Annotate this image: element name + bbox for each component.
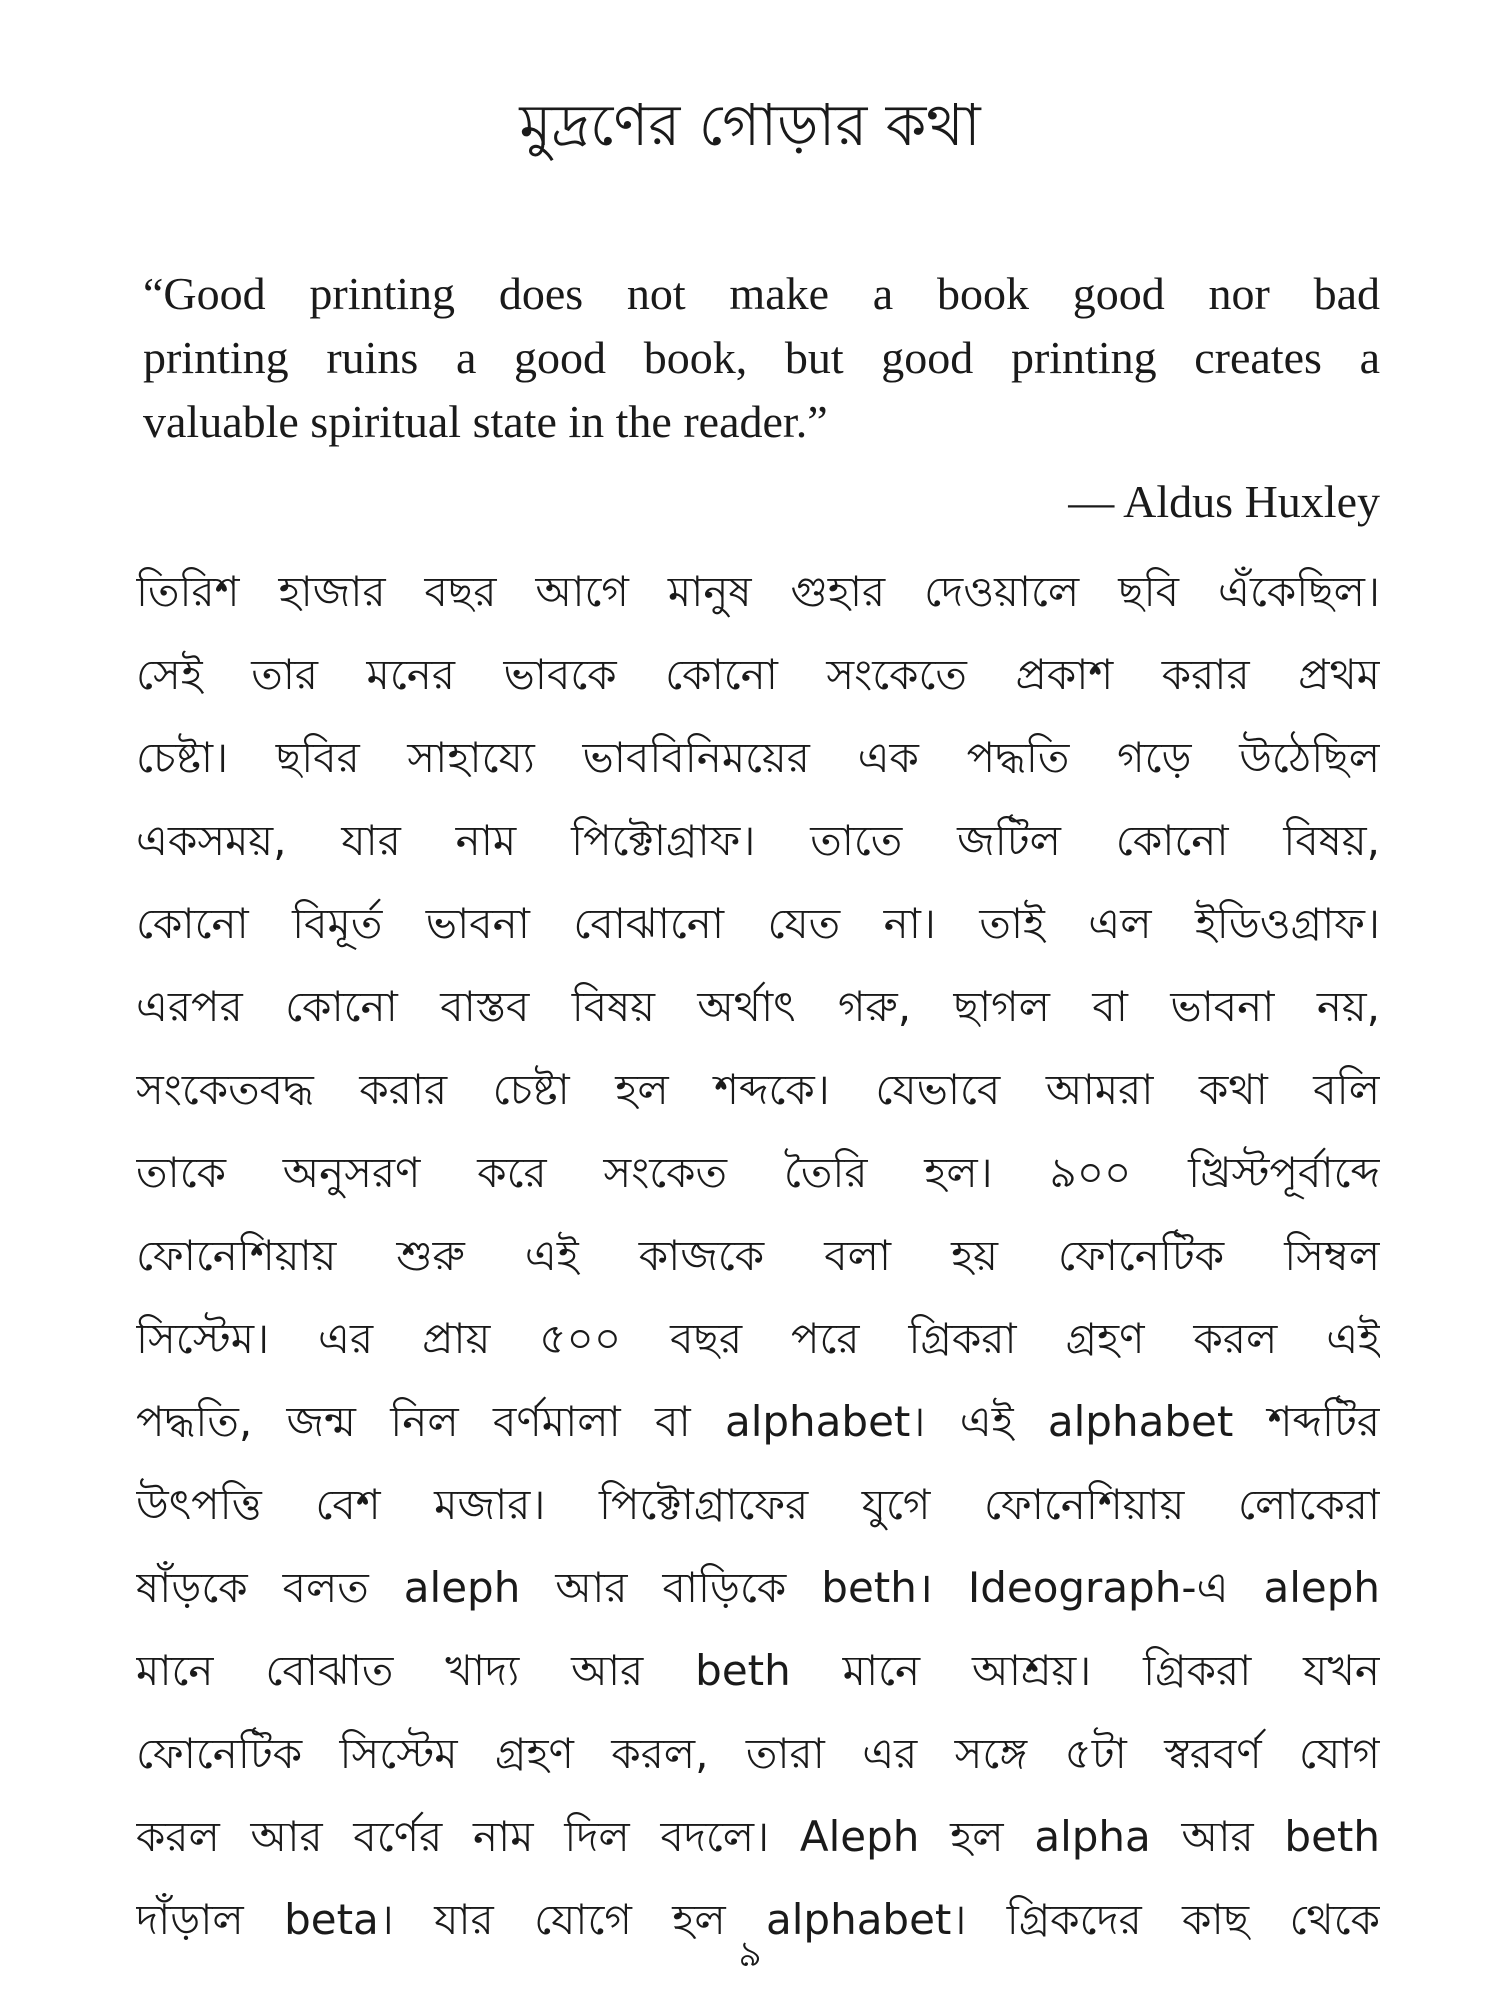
body-line: সেই তার মনের ভাবকে কোনো সংকেতে প্রকাশ করার প্রথম [136, 650, 1380, 699]
epigraph-line: printing ruins a good book, but good printing creates a [143, 332, 1380, 383]
body-line: এরপর কোনো বাস্তব বিষয় অর্থাৎ গরু, ছাগল বা ভাবনা নয়, [136, 982, 1380, 1031]
body-line: করল আর বর্ণের নাম দিল বদলে। Aleph হল alpha আর beth [136, 1812, 1380, 1861]
body-line: একসময়, যার নাম পিক্টোগ্রাফ। তাতে জটিল কোনো বিষয়, [136, 816, 1380, 865]
body-line: তাকে অনুসরণ করে সংকেত তৈরি হল। ৯০০ খ্রিস্টপূর্বাব্দে [136, 1148, 1380, 1197]
epigraph-attribution: — Aldus Huxley [1068, 476, 1380, 527]
body-line: কোনো বিমূর্ত ভাবনা বোঝানো যেত না। তাই এল ইডিওগ্রাফ। [136, 899, 1380, 948]
body-paragraph [136, 550, 1380, 1961]
page-number: ৯ [738, 1934, 762, 1975]
body-line: চেষ্টা। ছবির সাহায্যে ভাববিনিময়ের এক পদ্ধতি গড়ে উঠেছিল [136, 733, 1380, 782]
body-line: দাঁড়াল beta। যার যোগে হল alphabet। গ্রিকদের কাছ থেকে [136, 1895, 1380, 1944]
epigraph-quote [143, 262, 1380, 454]
body-line: সংকেতবদ্ধ করার চেষ্টা হল শব্দকে। যেভাবে আমরা কথা বলি [136, 1065, 1380, 1114]
body-line: উৎপত্তি বেশ মজার। পিক্টোগ্রাফের যুগে ফোনেশিয়ায় লোকেরা [136, 1480, 1380, 1529]
epigraph-line: “Good printing does not make a book good nor bad [143, 268, 1380, 319]
body-line: সিস্টেম। এর প্রায় ৫০০ বছর পরে গ্রিকরা গ্রহণ করল এই [136, 1314, 1380, 1363]
body-line: ফোনেটিক সিস্টেম গ্রহণ করল, তারা এর সঙ্গে ৫টা স্বরবর্ণ যোগ [136, 1729, 1380, 1778]
body-line: তিরিশ হাজার বছর আগে মানুষ গুহার দেওয়ালে ছবি এঁকেছিল। [136, 567, 1380, 616]
chapter-title: মুদ্রণের গোড়ার কথা [519, 91, 981, 159]
body-line: ষাঁড়কে বলত aleph আর বাড়িকে beth। Ideograph-এ aleph [136, 1563, 1380, 1612]
body-line: ফোনেশিয়ায় শুরু এই কাজকে বলা হয় ফোনেটিক সিম্বল [136, 1231, 1380, 1280]
body-line: মানে বোঝাত খাদ্য আর beth মানে আশ্রয়। গ্রিকরা যখন [136, 1646, 1380, 1695]
epigraph-line: valuable spiritual state in the reader.” [143, 396, 828, 447]
body-line: পদ্ধতি, জন্ম নিল বর্ণমালা বা alphabet। এই alphabet শব্দটির [136, 1397, 1380, 1446]
